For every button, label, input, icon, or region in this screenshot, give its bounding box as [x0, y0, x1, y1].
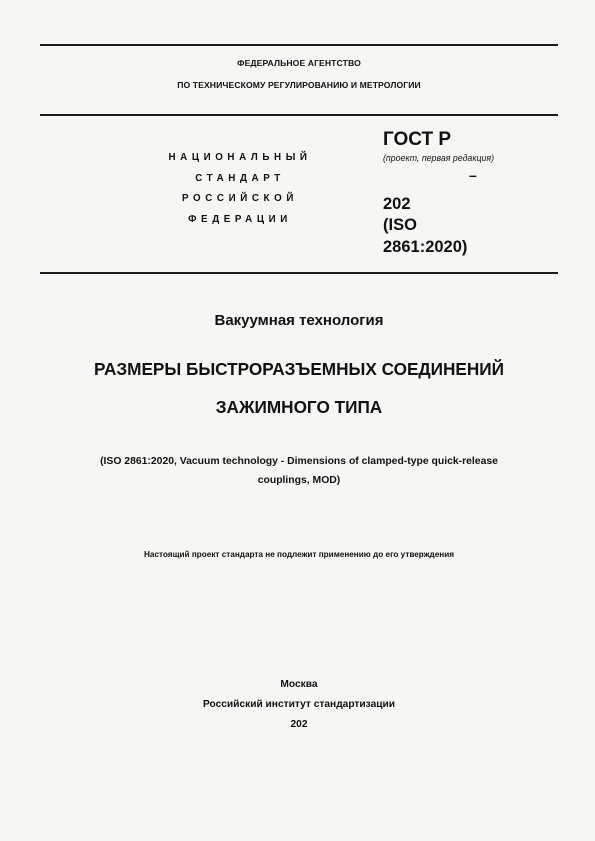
footer-institute: Российский институт стандартизации	[202, 699, 396, 710]
national-standard-line-2: СТАНДАРТ	[195, 172, 285, 184]
agency-line-2: ПО ТЕХНИЧЕСКОМУ РЕГУЛИРОВАНИЮ И МЕТРОЛОГИИ	[177, 80, 421, 90]
national-standard-line-4: ФЕДЕРАЦИИ	[188, 213, 292, 225]
iso-reference	[60, 452, 538, 490]
agency-line-1: ФЕДЕРАЛЬНОЕ АГЕНТСТВО	[237, 58, 361, 68]
gost-number-line-2: (ISO	[383, 216, 417, 234]
header-rule	[40, 114, 558, 116]
iso-reference-line-1: (ISO 2861:2020, Vacuum technology - Dimensions of clamped-type quick-release	[100, 456, 498, 467]
iso-reference-line-2: couplings, MOD)	[257, 475, 341, 486]
national-standard-line-3: РОССИЙСКОЙ	[182, 193, 298, 204]
edition-note: (проект, первая редакция)	[383, 153, 495, 163]
section-rule	[40, 272, 558, 274]
gost-number-line-3: 2861:2020)	[383, 238, 468, 256]
national-standard-line-1: НАЦИОНАЛЬНЫЙ	[168, 152, 312, 163]
top-rule	[40, 44, 558, 46]
national-standard-block	[120, 148, 360, 230]
footer-year: 202	[290, 719, 308, 730]
document-title-line-2: ЗАЖИМНОГО ТИПА	[215, 397, 383, 417]
document-title-line-1: РАЗМЕРЫ БЫСТРОРАЗЪЕМНЫХ СОЕДИНЕНИЙ	[94, 359, 504, 379]
footer-city: Москва	[280, 679, 318, 690]
subject-title: Вакуумная технология	[214, 312, 384, 329]
draft-notice: Настоящий проект стандарта не подлежит применению до его утверждения	[143, 550, 455, 559]
gost-number-line-1: 202	[383, 195, 411, 213]
gost-dash: –	[469, 167, 477, 183]
gost-title: ГОСТ Р	[383, 129, 452, 150]
